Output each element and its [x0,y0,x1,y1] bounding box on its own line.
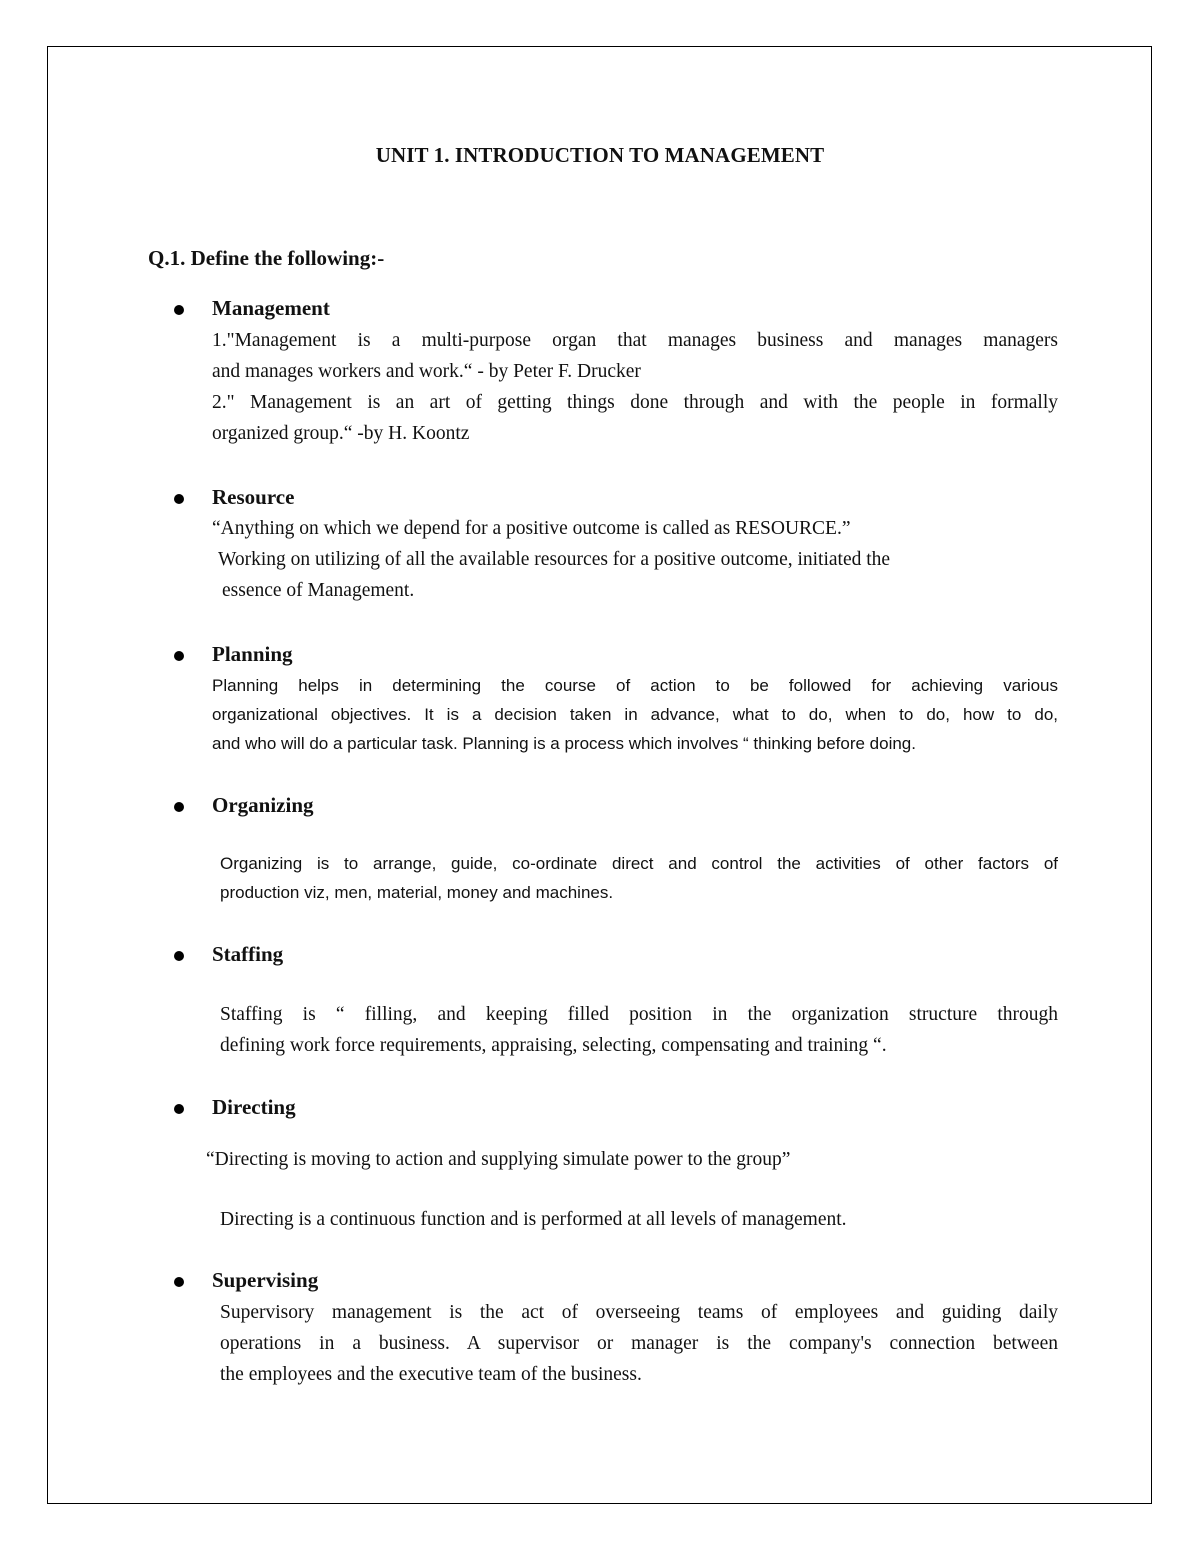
text-line: “Anything on which we depend for a positive outcome is called as RESOURCE.” [212,518,851,539]
text-line: Staffing is “ filling, and keeping filled position in the organization structure through [220,1004,1058,1025]
section-note-directing [220,1204,1058,1235]
text-line: the employees and the executive team of the business. [220,1364,642,1385]
bullet-icon [174,1104,184,1114]
text-line: and who will do a particular task. Planning is a process which involves “ thinking before doing. [212,734,916,753]
text-line: organized group.“ -by H. Koontz [212,423,470,444]
section-text-organizing [220,849,1058,907]
section-text-resource [212,513,1058,606]
section-heading-management: Management [212,296,330,320]
section-heading-organizing: Organizing [212,793,314,817]
bullet-icon [174,1277,184,1287]
bullet-icon [174,951,184,961]
text-line: production viz, men, material, money and machines. [220,883,614,902]
bullet-icon [174,802,184,812]
text-line: “Directing is moving to action and supplying simulate power to the group” [206,1149,791,1170]
section-text-management [212,325,1058,449]
section-text-staffing [220,999,1058,1061]
bullet-icon [174,494,184,504]
question-heading: Q.1. Define the following:- [148,246,385,270]
bullet-icon [174,305,184,315]
text-line: 2." Management is an art of getting things done through and with the people in formally [212,392,1058,413]
text-line: Working on utilizing of all the available resources for a positive outcome, initiated the [218,549,891,570]
section-text-planning [212,671,1058,758]
text-line: organizational objectives. It is a decision taken in advance, what to do, when to do, how to do, [212,705,1058,724]
section-heading-supervising: Supervising [212,1268,319,1292]
section-heading-planning: Planning [212,642,293,666]
text-line: Planning helps in determining the course of action to be followed for achieving various [212,676,1058,695]
bullet-icon [174,651,184,661]
text-line: Supervisory management is the act of overseeing teams of employees and guiding daily [220,1302,1058,1323]
text-line: defining work force requirements, appraising, selecting, compensating and training “. [220,1035,887,1056]
text-line: Directing is a continuous function and is performed at all levels of management. [220,1209,847,1230]
text-line: and manages workers and work.“ - by Peter F. Drucker [212,361,641,382]
text-line: essence of Management. [222,580,415,601]
section-quote-directing [206,1144,1058,1175]
text-line: Organizing is to arrange, guide, co-ordinate direct and control the activities of other factors of [220,854,1058,873]
section-text-supervising [220,1297,1058,1390]
text-line: 1."Management is a multi-purpose organ that manages business and manages managers [212,330,1058,351]
section-heading-directing: Directing [212,1095,296,1119]
section-heading-resource: Resource [212,485,295,509]
document-title: UNIT 1. INTRODUCTION TO MANAGEMENT [375,143,825,167]
text-line: operations in a business. A supervisor or manager is the company's connection between [220,1333,1058,1354]
section-heading-staffing: Staffing [212,942,284,966]
